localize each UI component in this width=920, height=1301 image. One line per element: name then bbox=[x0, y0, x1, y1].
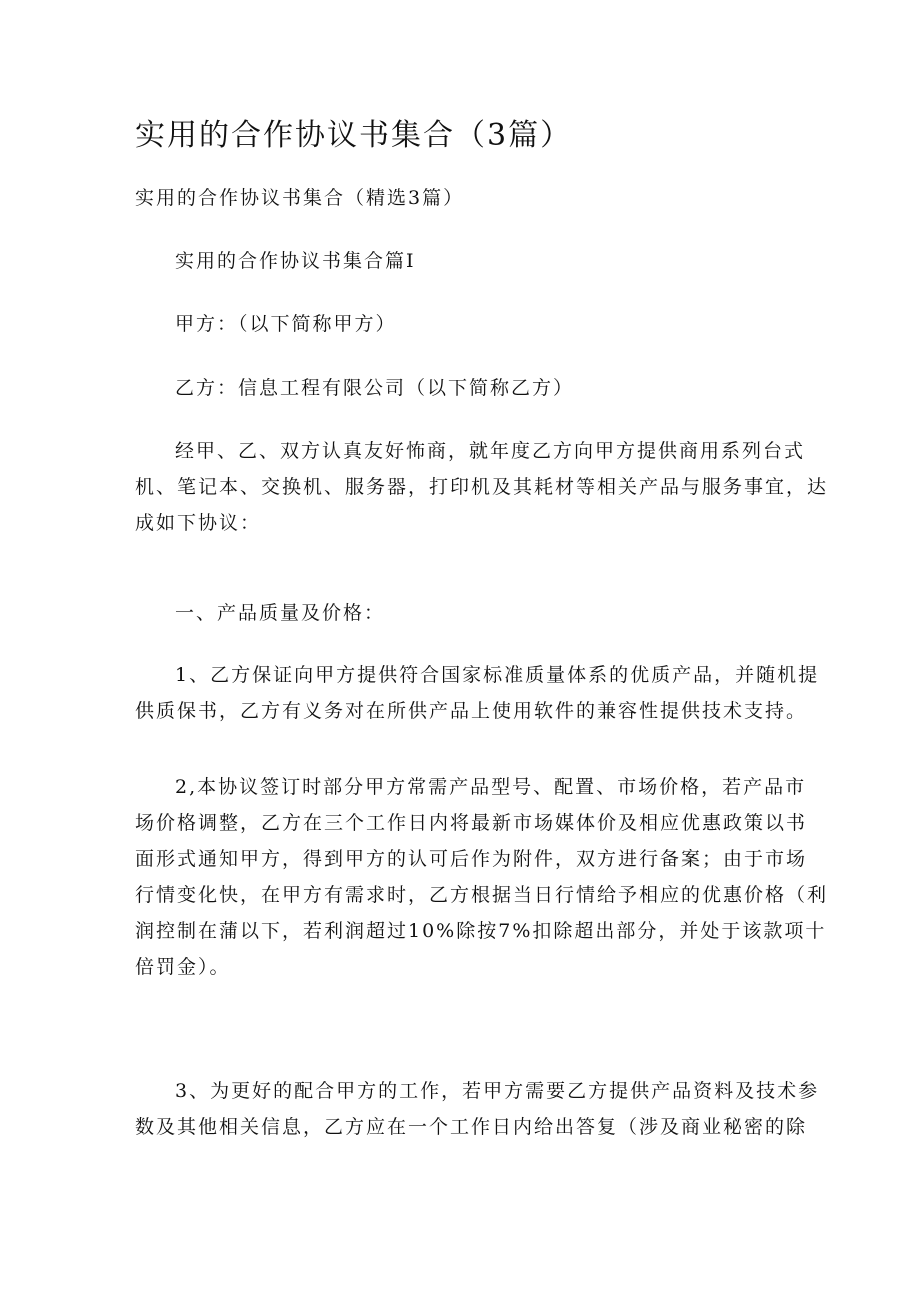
clause-heading: 一、产品质量及价格： bbox=[175, 602, 386, 624]
paragraph-line: 机、笔记本、交换机、服务器，打印机及其耗材等相关产品与服务事宜，达 bbox=[135, 476, 829, 498]
paragraph-line: 数及其他相关信息，乙方应在一个工作日内给出答复（涉及商业秘密的除 bbox=[135, 1116, 808, 1138]
paragraph-line: 润控制在蒲以下，若利润超过10%除按7%扣除超出部分，并处于该款项十 bbox=[135, 920, 827, 942]
section-heading: 实用的合作协议书集合篇I bbox=[175, 250, 416, 272]
paragraph-line: 场价格调整，乙方在三个工作日内将最新市场媒体价及相应优惠政策以书 bbox=[135, 812, 808, 834]
paragraph-line: 行情变化快，在甲方有需求时，乙方根据当日行情给予相应的优惠价格（利 bbox=[135, 884, 829, 906]
party-b-line: 乙方：信息工程有限公司（以下简称乙方） bbox=[175, 377, 575, 399]
document-subtitle: 实用的合作协议书集合（精选3篇） bbox=[135, 187, 465, 209]
party-a-line: 甲方：（以下简称甲方） bbox=[175, 313, 397, 335]
paragraph-line: 成如下协议： bbox=[135, 512, 262, 534]
item-3-paragraph bbox=[135, 1076, 820, 1148]
paragraph-line: 2,本协议签订时部分甲方常需产品型号、配置、市场价格，若产品市 bbox=[175, 776, 807, 798]
paragraph-line: 3、为更好的配合甲方的工作，若甲方需要乙方提供产品资料及技术参 bbox=[175, 1080, 820, 1102]
paragraph-line: 供质保书，乙方有义务对在所供产品上使用软件的兼容性提供技术支持。 bbox=[135, 700, 808, 722]
paragraph-line: 面形式通知甲方，得到甲方的认可后作为附件，双方进行备案；由于市场 bbox=[135, 848, 808, 870]
paragraph-line: 1、乙方保证向甲方提供符合国家标准质量体系的优质产品，并随机提 bbox=[175, 664, 820, 686]
paragraph-line: 经甲、乙、双方认真友好怖商，就年度乙方向甲方提供商用系列台式 bbox=[175, 440, 806, 462]
paragraph-line: 倍罚金）。 bbox=[135, 956, 231, 978]
document-title: 实用的合作协议书集合（3篇） bbox=[135, 118, 573, 153]
item-1-paragraph bbox=[135, 660, 820, 732]
item-2-paragraph bbox=[135, 772, 829, 988]
intro-paragraph bbox=[135, 436, 829, 544]
